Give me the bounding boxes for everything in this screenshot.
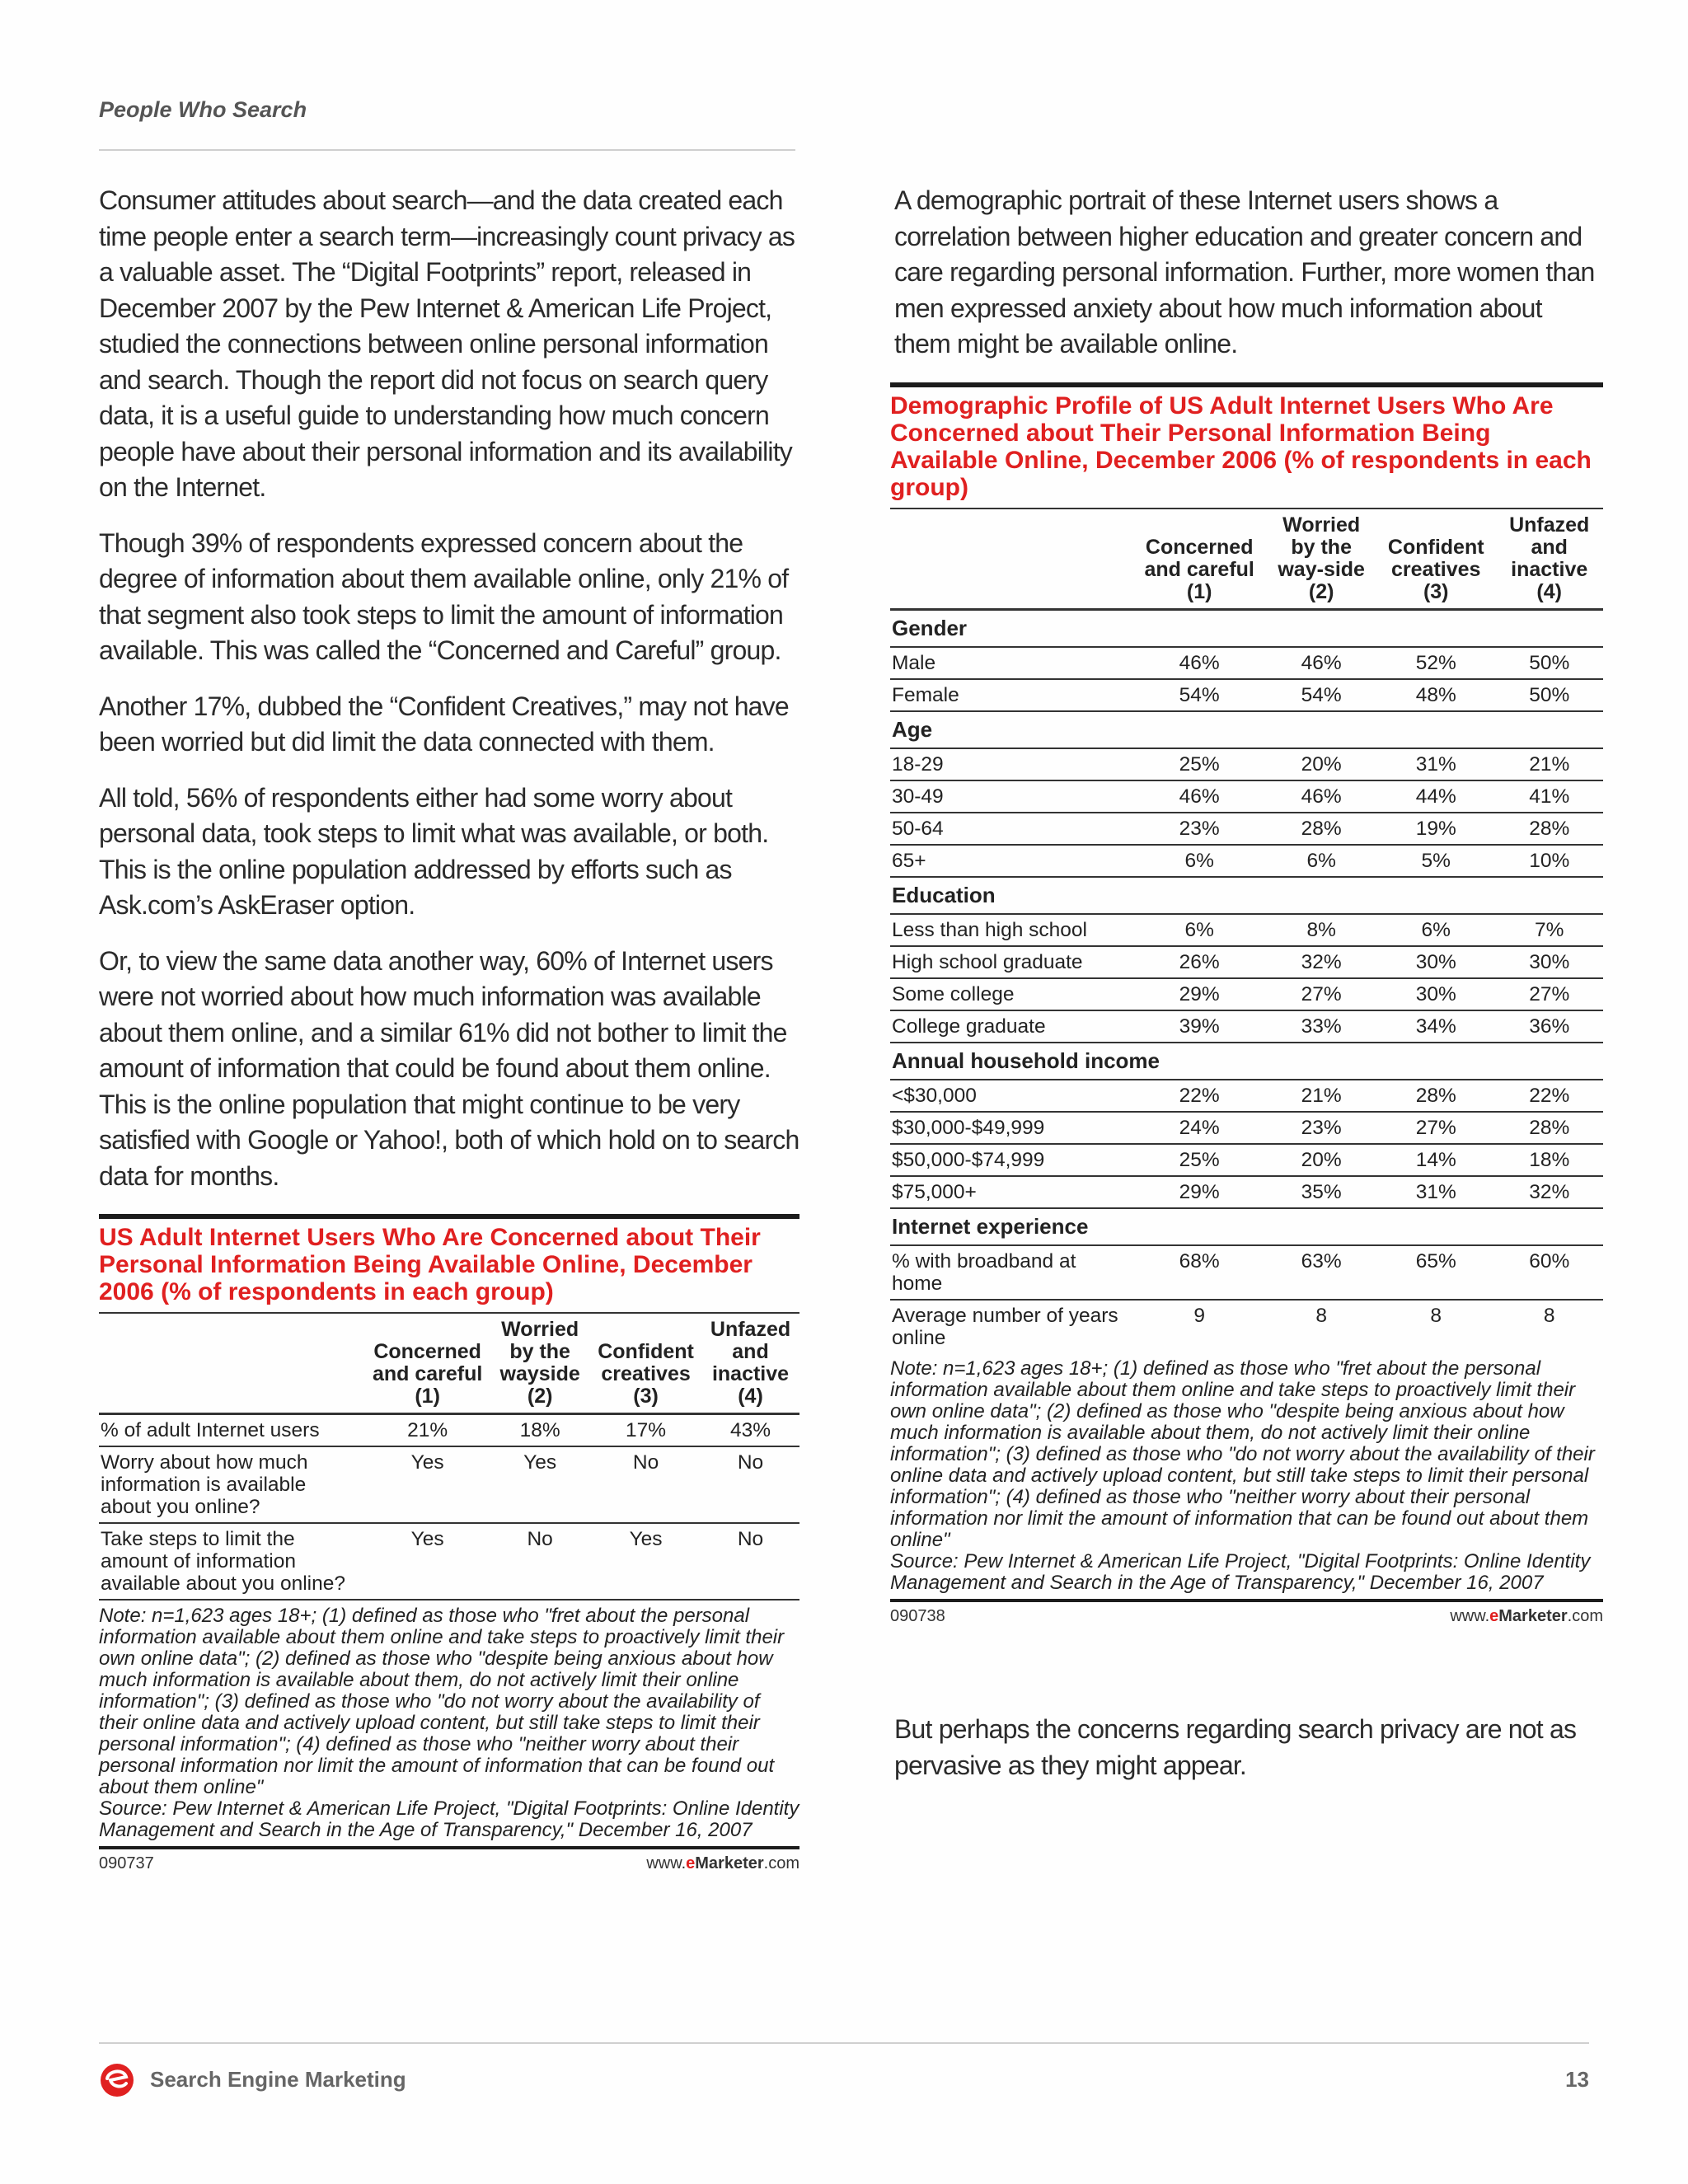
cell-value: 36% <box>1495 1010 1603 1043</box>
row-label: % with broadband at home <box>890 1245 1132 1300</box>
cell-value: 35% <box>1266 1176 1376 1208</box>
cell-value: 21% <box>365 1414 490 1447</box>
row-label: % of adult Internet users <box>99 1414 365 1447</box>
cell-value: 31% <box>1376 748 1495 780</box>
cell-value: 31% <box>1376 1176 1495 1208</box>
cell-value: 32% <box>1495 1176 1603 1208</box>
table1-note <box>99 1601 799 1846</box>
cell-value: 65% <box>1376 1245 1495 1300</box>
cell-value: 33% <box>1266 1010 1376 1043</box>
table1-footer <box>99 1846 799 1873</box>
cell-value: 17% <box>590 1414 701 1447</box>
table-row <box>890 1300 1603 1353</box>
table-row <box>99 1446 799 1523</box>
cell-value: 9 <box>1193 1304 1205 1327</box>
group-header <box>890 877 1603 914</box>
paragraph: Another 17%, dubbed the “Confident Creatives,” may not have been worried but did limit the data connected with them. <box>99 691 789 757</box>
row-label: 50-64 <box>890 813 1132 845</box>
table1-col-header: Concerned and careful (1) <box>365 1313 490 1414</box>
cell-value: 10% <box>1495 845 1603 877</box>
table1-top-rule <box>99 1214 799 1219</box>
table2-header-row <box>890 509 1603 610</box>
paragraph: All told, 56% of respondents either had some worry about personal data, took steps to limit what was available, or both. This is the online population addressed by efforts such as Ask.com’s AskEraser option. <box>99 782 769 920</box>
row-label: $30,000-$49,999 <box>890 1112 1132 1144</box>
cell-value: 46% <box>1132 780 1266 813</box>
brand-prefix: www. <box>646 1854 687 1872</box>
table2 <box>890 508 1603 1353</box>
page-number: 13 <box>1565 2067 1589 2092</box>
paragraph: But perhaps the concerns regarding search privacy are not as pervasive as they might appear. <box>894 1714 1577 1780</box>
table-row <box>890 1144 1603 1176</box>
brand-prefix: www. <box>1450 1606 1490 1625</box>
row-label: Take steps to limit the amount of information available about you online? <box>99 1523 365 1600</box>
right-column <box>890 183 1603 1626</box>
paragraph: A demographic portrait of these Internet users shows a correlation between higher education and greater concern and care regarding personal information. Further, more women than men expressed anxiety about how much information about them might be available online. <box>894 185 1595 359</box>
table2-col-header: Unfazed and inactive (4) <box>1495 509 1603 610</box>
table2-note <box>890 1353 1603 1599</box>
table-row <box>890 748 1603 780</box>
emarketer-logo-icon <box>99 2062 135 2098</box>
row-label: Average number of years online <box>892 1304 1118 1349</box>
cell-value: 28% <box>1376 1080 1495 1112</box>
group-label: Age <box>890 711 1603 748</box>
group-label: Annual household income <box>890 1043 1603 1080</box>
table-row <box>99 1523 799 1600</box>
cell-value: 46% <box>1132 647 1266 679</box>
table1 <box>99 1312 799 1601</box>
table-row <box>890 978 1603 1010</box>
cell-value: 27% <box>1266 978 1376 1010</box>
cell-value: No <box>701 1523 799 1600</box>
row-label: 18-29 <box>890 748 1132 780</box>
cell-value: 25% <box>1132 748 1266 780</box>
cell-value: 27% <box>1376 1112 1495 1144</box>
table-row <box>890 1080 1603 1112</box>
paragraph: Though 39% of respondents expressed concern about the degree of information about them available online, only 21% of that segment also took steps to limit the amount of information available. This was called the “Concerned and Careful” group. <box>99 527 789 665</box>
table-row <box>890 946 1603 978</box>
cell-value: 8% <box>1266 914 1376 946</box>
table-row <box>890 813 1603 845</box>
cell-value: 43% <box>701 1414 799 1447</box>
row-label: College graduate <box>890 1010 1132 1043</box>
left-column <box>99 183 799 1873</box>
table1-source-text: Source: Pew Internet & American Life Project, "Digital Footprints: Online Identity Management and Search in the Age of Transparency," December 16, 2007 <box>99 1797 799 1841</box>
cell-value: 41% <box>1495 780 1603 813</box>
brand-e: e <box>1489 1606 1499 1625</box>
cell-value: 30% <box>1376 946 1495 978</box>
paragraph: Consumer attitudes about search—and the data created each time people enter a search term—increasingly count privacy as a valuable asset. The “Digital Footprints” report, released in December 2007 by the Pew Internet & American Life Project, studied the connections between online personal information and search. Though the report did not focus on search query data, it is a useful guide to understanding how much concern people have about their personal information and its availability on the Internet. <box>99 185 795 502</box>
group-label: Internet experience <box>890 1208 1603 1245</box>
brand-e: e <box>686 1854 696 1872</box>
table2-title: Demographic Profile of US Adult Internet Users Who Are Concerned about Their Personal Information Being Available Online, December 2006 (% of respondents in each group) <box>890 391 1592 501</box>
row-label: Less than high school <box>890 914 1132 946</box>
row-label: Some college <box>890 978 1132 1010</box>
cell-value: Yes <box>490 1446 590 1523</box>
table2-col-header: Worried by the way-side (2) <box>1266 509 1376 610</box>
cell-value: 21% <box>1495 748 1603 780</box>
paragraph: Or, to view the same data another way, 60% of Internet users were not worried about how much information was available about them online, and a similar 61% did not bother to limit the amount of information that could be found about them online. This is the online population that might continue to be very satisfied with Google or Yahoo!, both of which hold on to search data for months. <box>99 945 799 1191</box>
cell-value: 8 <box>1315 1304 1327 1327</box>
table-row <box>890 679 1603 711</box>
cell-value: No <box>490 1523 590 1600</box>
left-body-text <box>99 183 799 1194</box>
cell-value: 8 <box>1543 1304 1555 1327</box>
table2-block <box>890 382 1603 1626</box>
cell-value: 19% <box>1376 813 1495 845</box>
table-row <box>890 780 1603 813</box>
group-label: Education <box>890 877 1603 914</box>
table1-col-header: Confident creatives (3) <box>590 1313 701 1414</box>
cell-value: 20% <box>1266 748 1376 780</box>
cell-value: 8 <box>1430 1304 1442 1327</box>
table1-code: 090737 <box>99 1854 154 1872</box>
cell-value: 46% <box>1266 780 1376 813</box>
table2-body <box>890 609 1603 1353</box>
cell-value: 48% <box>1376 679 1495 711</box>
cell-value: 60% <box>1495 1245 1603 1300</box>
cell-value: Yes <box>365 1446 490 1523</box>
cell-value: 24% <box>1132 1112 1266 1144</box>
cell-value: 26% <box>1132 946 1266 978</box>
group-label: Gender <box>890 609 1603 647</box>
group-header <box>890 1208 1603 1245</box>
table-row <box>99 1414 799 1447</box>
table2-col-header: Confident creatives (3) <box>1376 509 1495 610</box>
table2-footer <box>890 1599 1603 1626</box>
cell-value: 50% <box>1495 679 1603 711</box>
cell-value: 28% <box>1495 1112 1603 1144</box>
cell-value: 68% <box>1132 1245 1266 1300</box>
cell-value: 22% <box>1132 1080 1266 1112</box>
cell-value: 54% <box>1266 679 1376 711</box>
table2-source-text: Source: Pew Internet & American Life Project, "Digital Footprints: Online Identity Management and Search in the Age of Transparency," December 16, 2007 <box>890 1549 1591 1594</box>
table1-col-header: Unfazed and inactive (4) <box>701 1313 799 1414</box>
cell-value: 6% <box>1132 914 1266 946</box>
cell-value: 28% <box>1495 813 1603 845</box>
cell-value: 14% <box>1376 1144 1495 1176</box>
cell-value: 5% <box>1376 845 1495 877</box>
cell-value: 18% <box>490 1414 590 1447</box>
table1-note-text: Note: n=1,623 ages 18+; (1) defined as those who "fret about the personal information available about them online and take steps to proactively limit their own online data"; (2) defined as those who "despite being anxious about how much information is available about them, do not actively limit their online information"; (3) defined as those who "do not worry about the availability of their online data and actively upload content, but still take steps to limit their personal information"; (4) defined as those who "neither worry about their personal information nor limit the amount of information that can be found out about them online" <box>99 1605 785 1798</box>
cell-value: 54% <box>1132 679 1266 711</box>
brand-url[interactable] <box>646 1854 799 1873</box>
right-closing-text <box>894 1712 1603 1803</box>
row-label: Male <box>890 647 1132 679</box>
cell-value: 7% <box>1495 914 1603 946</box>
cell-value: 28% <box>1266 813 1376 845</box>
brand-name: Marketer <box>695 1854 764 1872</box>
table1-header-row <box>99 1313 799 1414</box>
cell-value: 39% <box>1132 1010 1266 1043</box>
table-row <box>890 647 1603 679</box>
group-header <box>890 711 1603 748</box>
row-label: 30-49 <box>890 780 1132 813</box>
cell-value: 18% <box>1495 1144 1603 1176</box>
table2-corner-cell <box>890 509 1132 610</box>
table1-corner-cell <box>99 1313 365 1414</box>
cell-value: Yes <box>365 1523 490 1600</box>
table2-col-header: Concerned and careful (1) <box>1132 509 1266 610</box>
table-row <box>890 1176 1603 1208</box>
row-label: Female <box>890 679 1132 711</box>
group-header <box>890 1043 1603 1080</box>
cell-value: 6% <box>1132 845 1266 877</box>
cell-value: 20% <box>1266 1144 1376 1176</box>
table1-col-header: Worried by the wayside (2) <box>490 1313 590 1414</box>
table2-note-text: Note: n=1,623 ages 18+; (1) defined as those who "fret about the personal information available about them online and take steps to proactively limit their own online data"; (2) defined as those who "despite being anxious about how much information is available about them, do not actively limit their online information"; (3) defined as those who "do not worry about the availability of their online data and actively upload content, but still take steps to limit their personal information"; (4) defined as those who "neither worry about their personal information nor limit the amount of information that can be found out about them online" <box>890 1357 1595 1551</box>
brand-name: Marketer <box>1498 1606 1568 1625</box>
cell-value: 30% <box>1495 946 1603 978</box>
footer-title: Search Engine Marketing <box>150 2067 406 2092</box>
cell-value: 30% <box>1376 978 1495 1010</box>
row-label: High school graduate <box>890 946 1132 978</box>
cell-value: 50% <box>1495 647 1603 679</box>
cell-value: 23% <box>1132 813 1266 845</box>
table-row <box>890 914 1603 946</box>
cell-value: 63% <box>1266 1245 1376 1300</box>
cell-value: 46% <box>1266 647 1376 679</box>
row-label: $50,000-$74,999 <box>890 1144 1132 1176</box>
cell-value: 27% <box>1495 978 1603 1010</box>
row-label: <$30,000 <box>890 1080 1132 1112</box>
cell-value: 23% <box>1266 1112 1376 1144</box>
header-divider <box>99 149 795 151</box>
table1-title: US Adult Internet Users Who Are Concerned about Their Personal Information Being Available Online, December 2006 (% of respondents in each group) <box>99 1224 761 1305</box>
cell-value: 34% <box>1376 1010 1495 1043</box>
group-header <box>890 609 1603 647</box>
table2-top-rule <box>890 382 1603 387</box>
brand-suffix: .com <box>763 1854 799 1872</box>
section-title: People Who Search <box>99 97 307 122</box>
brand-suffix: .com <box>1567 1606 1603 1625</box>
footer-divider <box>99 2042 1589 2044</box>
cell-value: 32% <box>1266 946 1376 978</box>
table2-code: 090738 <box>890 1606 945 1625</box>
cell-value: 21% <box>1266 1080 1376 1112</box>
row-label: 65+ <box>890 845 1132 877</box>
brand-url[interactable] <box>1450 1607 1603 1626</box>
cell-value: 29% <box>1132 1176 1266 1208</box>
table-row <box>890 1112 1603 1144</box>
cell-value: 52% <box>1376 647 1495 679</box>
table-row <box>890 1010 1603 1043</box>
cell-value: 25% <box>1132 1144 1266 1176</box>
table-row <box>890 845 1603 877</box>
right-body-text <box>894 183 1603 363</box>
row-label: Worry about how much information is available about you online? <box>99 1446 365 1523</box>
cell-value: 44% <box>1376 780 1495 813</box>
table1-block <box>99 1214 799 1873</box>
cell-value: No <box>590 1446 701 1523</box>
row-label: $75,000+ <box>890 1176 1132 1208</box>
cell-value: Yes <box>590 1523 701 1600</box>
cell-value: 6% <box>1376 914 1495 946</box>
cell-value: 29% <box>1132 978 1266 1010</box>
cell-value: No <box>701 1446 799 1523</box>
cell-value: 22% <box>1495 1080 1603 1112</box>
cell-value: 6% <box>1266 845 1376 877</box>
table-row <box>890 1245 1603 1300</box>
